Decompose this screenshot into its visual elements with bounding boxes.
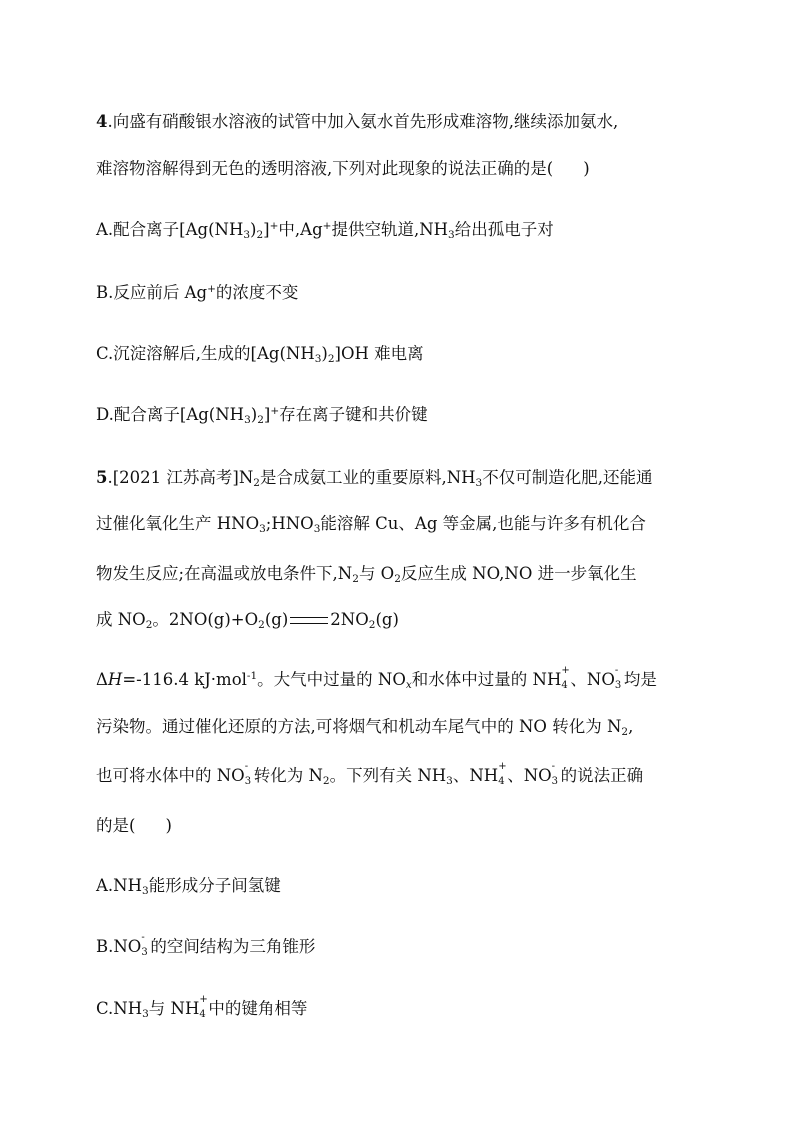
q5-b-sup: - (141, 932, 145, 943)
q5-c-sub: 3 (142, 1008, 149, 1020)
q5-text: 物发生反应;在高温或放电条件下,N (96, 564, 353, 583)
q5-stem-line-8 (96, 814, 172, 838)
q4-b-text: B.反应前后 Ag (96, 283, 208, 302)
q5-a-text: A.NH (96, 876, 142, 895)
q5-text: 均是 (623, 670, 657, 689)
q4-stem-line-1 (96, 110, 618, 134)
q5-c-sup: + (199, 994, 208, 1005)
q5-text: 的说法正确 (560, 766, 644, 785)
q4-d-text: 存在离子键和共价键 (279, 405, 428, 424)
equilibrium-double-line (290, 617, 328, 624)
q5-stem-line-2 (96, 512, 646, 536)
q4-a-sup: + (322, 220, 332, 232)
q5-sup: + (561, 665, 570, 676)
q4-a-text: A.配合离子[Ag(NH (96, 220, 244, 239)
q5-sub: 3 (614, 680, 622, 691)
q5-c-text: C.NH (96, 999, 143, 1018)
q5-sub: 2 (258, 619, 265, 631)
q5-text: (g) (375, 610, 399, 629)
q4-c-text: ]OH 难电离 (334, 344, 424, 363)
q5-sub: 2 (253, 477, 260, 489)
q5-b-text: B.NO (96, 937, 142, 956)
q5-text: 、NO (507, 766, 552, 785)
q4-c-text: C.沉淀溶解后,生成的[Ag(NH (96, 344, 315, 363)
q4-b-text: 的浓度不变 (215, 283, 299, 302)
q5-c-text: 与 NH (148, 999, 200, 1018)
q5-c-sub: 4 (199, 1009, 206, 1020)
ion-charge-stack (561, 665, 570, 691)
q4-c-text: ) (321, 344, 328, 363)
q4-a-sub: 3 (243, 229, 251, 241)
q5-text: =-116.4 kJ·mol (122, 670, 247, 689)
q4-option-c (96, 342, 424, 366)
q4-d-text: ] (263, 405, 271, 424)
ion-charge-stack (614, 665, 624, 691)
q4-a-text: 中,Ag (278, 220, 323, 239)
q5-text: ) (165, 816, 172, 835)
q5-text: 是合成氨工业的重要原料,NH (259, 468, 476, 487)
ion-charge-stack (498, 761, 507, 787)
q5-text: 污染物。通过催化还原的方法,可将烟气和机动车尾气中的 NO 转化为 N (96, 717, 622, 736)
q5-sup: - (551, 761, 556, 772)
q4-a-text: ) (250, 220, 257, 239)
q5-sub: 4 (498, 776, 505, 787)
q5-text: 成 NO (96, 610, 146, 629)
q5-a-sub: 3 (142, 885, 149, 897)
q5-option-c (96, 994, 308, 1021)
q4-option-b (96, 281, 298, 305)
q5-sub: 4 (561, 680, 568, 691)
q5-text: 。大气中过量的 NO (257, 670, 406, 689)
q5-text: 、NH (452, 766, 499, 785)
q5-sub: 3 (475, 477, 483, 489)
q5-sub: 2 (368, 619, 376, 631)
q5-number: 5 (96, 468, 108, 487)
q5-a-text: 能形成分子间氢键 (148, 876, 281, 895)
ion-charge-stack (551, 761, 561, 787)
q5-stem-line-1 (96, 466, 652, 490)
q4-a-text: ] (263, 220, 270, 239)
q5-sub: 3 (551, 776, 559, 787)
q4-a-text: 提供空轨道,NH (331, 220, 449, 239)
q5-sub: 2 (394, 573, 401, 585)
q5-text: 转化为 N (253, 766, 323, 785)
q5-text-italic: H (107, 670, 123, 689)
q4-d-text: ) (250, 405, 258, 424)
q5-text: 也可将水体中的 NO (96, 766, 245, 785)
q4-c-sub: 3 (314, 353, 322, 365)
q4-stem-close-paren: ) (583, 159, 590, 178)
q4-d-text: D.配合离子[Ag(NH (96, 405, 245, 424)
q4-a-text: 给出孤电子对 (454, 220, 554, 239)
q5-text: 不仅可制造化肥,还能通 (482, 468, 653, 487)
q4-a-sup: + (269, 220, 279, 232)
q5-text: 反应生成 NO,NO 进一步氧化生 (400, 564, 637, 583)
q4-stem-line-2 (96, 157, 590, 181)
q5-option-b (96, 932, 316, 959)
q4-option-a (96, 218, 554, 242)
ion-charge-stack (244, 761, 254, 787)
q4-d-sup: + (270, 405, 280, 417)
q5-stem-line-3 (96, 562, 637, 586)
q4-d-sub: 2 (257, 414, 264, 426)
q5-stem-line-5 (96, 665, 657, 692)
q5-sub: 3 (259, 523, 266, 535)
q5-text: 。2NO(g)+O (152, 610, 259, 629)
q4-number: 4 (96, 112, 108, 131)
ion-charge-stack (199, 994, 208, 1020)
q5-sup: - (244, 761, 249, 772)
ion-charge-stack (141, 932, 150, 958)
q4-a-sub: 3 (448, 229, 455, 241)
q5-text: 的是( (96, 816, 136, 835)
q5-sub: 2 (352, 573, 359, 585)
q5-option-a (96, 874, 281, 898)
q5-text: 与 O (358, 564, 395, 583)
q5-text: , (628, 717, 634, 736)
q5-text: 。下列有关 NH (329, 766, 447, 785)
q4-b-sup: + (207, 283, 216, 295)
q5-sub: x (405, 679, 412, 691)
q5-sub: 3 (313, 523, 321, 535)
q5-stem-line-7 (96, 761, 644, 788)
q5-equation-line (96, 608, 399, 632)
q5-stem-line-6 (96, 715, 633, 739)
q5-text: 2NO (330, 610, 369, 629)
q4-a-sub: 2 (256, 229, 264, 241)
q5-sub: 2 (322, 775, 330, 787)
q5-c-text: 中的键角相等 (208, 999, 308, 1018)
q4-c-sub: 2 (327, 353, 335, 365)
q5-sub: 3 (446, 775, 453, 787)
q5-sub: 2 (145, 619, 153, 631)
q5-text: .[2021 江苏高考]N (107, 468, 254, 487)
q5-text: 能溶解 Cu、Ag 等金属,也能与许多有机化合 (320, 514, 646, 533)
q5-b-text: 的空间结构为三角锥形 (150, 937, 316, 956)
q5-text: 、NO (570, 670, 615, 689)
q5-sub: 3 (244, 776, 252, 787)
q5-sup: - (614, 665, 619, 676)
q5-text: 过催化氧化生产 HNO (96, 514, 260, 533)
q5-text: 和水体中过量的 NH (411, 670, 562, 689)
q5-text: Δ (96, 670, 108, 689)
q4-d-sub: 3 (244, 414, 251, 426)
q5-sub: 2 (621, 726, 629, 738)
q5-sup: + (498, 761, 507, 772)
q4-stem-text-2: 难溶物溶解得到无色的透明溶液,下列对此现象的说法正确的是( (96, 159, 554, 178)
q5-text: ;HNO (265, 514, 314, 533)
q5-text: (g) (264, 610, 289, 629)
q5-b-sub: 3 (141, 947, 148, 958)
q4-option-d (96, 403, 428, 427)
q5-sup: -1 (246, 670, 258, 682)
q4-stem-text-1: .向盛有硝酸银水溶液的试管中加入氨水首先形成难溶物,继续添加氨水, (107, 112, 619, 131)
